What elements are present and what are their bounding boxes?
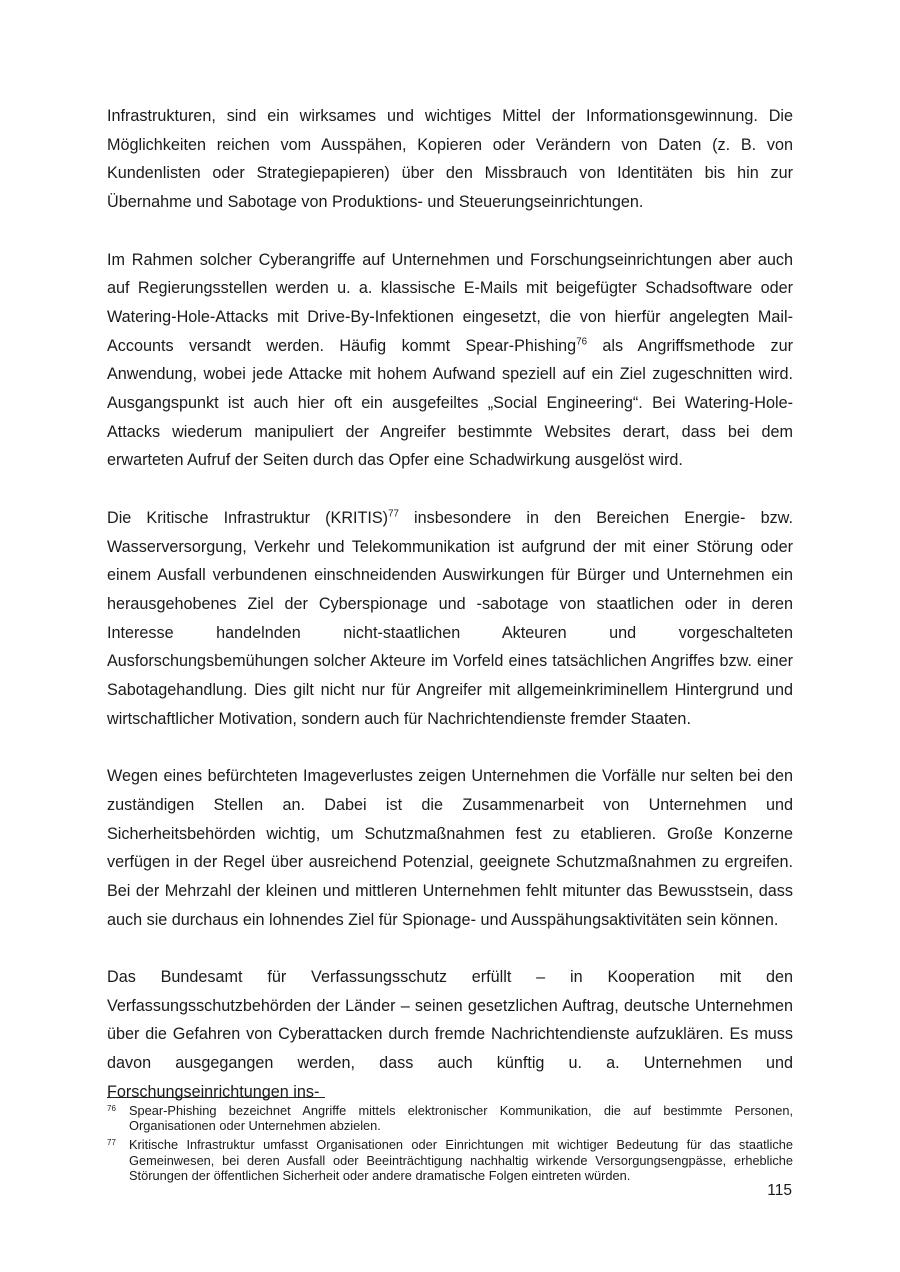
footnote-number: 76 [107,1104,116,1113]
footnote-ref-77: 77 [388,508,399,520]
paragraph-2-text-b: als Angriffsmethode zur Anwendung, wobei jede Attacke mit hohem Aufwand speziell auf ein Ziel zugeschnitten wird. Ausgangspunkt ist auch hier oft ein ausgefeiltes „Social Engineering“. Bei Watering-Hole-Attacks wiederum manipuliert der Angreifer bestimmte Websites derart, dass bei dem erwarteten Aufruf der Seiten durch das Opfer eine Schadwirkung ausgelöst wird. [107,336,794,470]
body-text [107,102,793,1107]
paragraph-2 [107,246,793,476]
footnote-77 [107,1137,793,1183]
footnote-ref-76: 76 [576,336,587,348]
page-number: 115 [767,1182,792,1199]
footnote-76 [107,1103,793,1133]
footnote-text: Kritische Infrastruktur umfasst Organisationen oder Einrichtungen mit wichtiger Bedeutung für das staatliche Gemeinwesen, bei deren Ausfall oder Beeinträchtigung nachhaltig wirkende Versorgungsengpässe, erhebliche Störungen der öffentlichen Sicherheit oder andere dramatische Folgen eintreten würden. [129,1137,793,1183]
paragraph-4: Wegen eines befürchteten Imageverlustes zeigen Unternehmen die Vorfälle nur selten bei den zuständigen Stellen an. Dabei ist die Zusammenarbeit von Unternehmen und Sicherheitsbehörden wichtig, um Schutzmaßnahmen fest zu etablieren. Große Konzerne verfügen in der Regel über ausreichend Potenzial, geeignete Schutzmaßnahmen zu ergreifen. Bei der Mehrzahl der kleinen und mittleren Unternehmen fehlt mitunter das Bewusstsein, dass auch sie durchaus ein lohnendes Ziel für Spionage- und Ausspähungsaktivitäten sein können. [107,767,793,929]
paragraph-3-text-a: Die Kritische Infrastruktur (KRITIS) [107,508,389,527]
paragraph-1: Infrastrukturen, sind ein wirksames und wichtiges Mittel der Informationsgewinnung. Die Möglichkeiten reichen vom Ausspähen, Kopieren oder Verändern von Daten (z. B. von Kundenlisten oder Strategiepapieren) über den Missbrauch von Identitäten bis hin zur Übernahme und Sabotage von Produktions- und Steuerungseinrichtungen. [107,107,793,212]
footnote-number: 77 [107,1138,116,1148]
footnote-divider [107,1097,325,1098]
paragraph-3-text-b: insbesondere in den Bereichen Energie- bzw. Wasserversorgung, Verkehr und Telekommunikation ist aufgrund der mit einer Störung oder einem Ausfall verbundenen einschneidenden Auswirkungen für Bürger und Unternehmen ein herausgehobenes Ziel der Cyberspionage und -sabotage von staatlichen oder in deren Interesse handelnden nicht-staatlichen Akteuren und vorgeschalteten Ausforschungsbemühungen solcher Akteure im Vorfeld eines tatsächlichen Angriffes bzw. einer Sabotagehandlung. Dies gilt nicht nur für Angreifer mit allgemeinkriminellem Hintergrund und wirtschaftlicher Motivation, sondern auch für Nachrichtendienste fremder Staaten. [107,508,793,728]
paragraph-2-text-a: Im Rahmen solcher Cyberangriffe auf Unternehmen und Forschungseinrichtungen aber auch auf Regierungsstellen werden u. a. klassische E-Mails mit beigefügter Schadsoftware oder Watering-Hole-Attacks mit Drive-By-Infektionen eingesetzt, die von hierfür angelegten Mail-Accounts versandt werden. Häufig kommt Spear-Phishing [107,250,793,355]
paragraph-5: Das Bundesamt für Verfassungsschutz erfüllt – in Kooperation mit den Verfassungsschutzbehörden der Länder – seinen gesetzlichen Auftrag, deutsche Unternehmen über die Gefahren von Cyberattacken durch fremde Nachrichtendienste aufzuklären. Es muss davon ausgegangen werden, dass auch künftig u. a. Unternehmen und Forschungseinrichtungen ins- [107,968,793,1101]
paragraph-3 [107,504,793,734]
footnotes [107,1103,793,1187]
footnote-text: Spear-Phishing bezeichnet Angriffe mittels elektronischer Kommunikation, die auf bestimmte Personen, Organisationen oder Unternehmen abzielen. [129,1103,793,1134]
